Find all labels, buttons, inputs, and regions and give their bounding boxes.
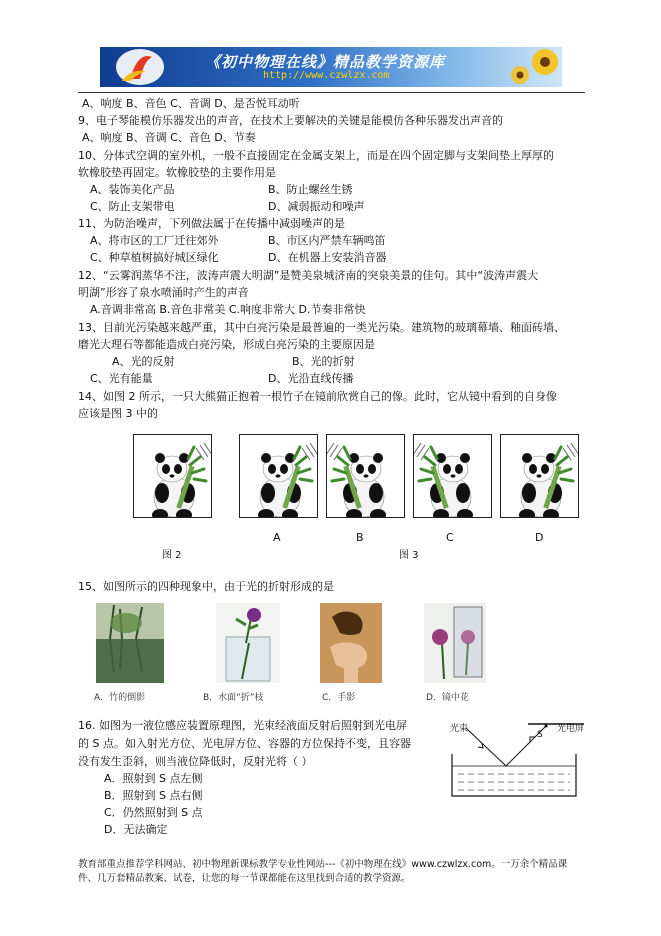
footer-line-2: 件、几万套精品教案、试卷，让您的每一节课都能在这里找到合适的教学资源。: [78, 873, 411, 884]
q16-option-b: B．照射到 S 点右侧: [104, 789, 203, 802]
q13-option-a: A、光的反射: [112, 355, 175, 368]
footer-line-1: 教育部重点推荐学科网站、初中物理新课标教学专业性网站---《初中物理在线》www.czwlzx.com。一万余个精品课: [78, 859, 568, 870]
panda-image-c: [414, 435, 491, 517]
q10-stem-1: 10、分体式空调的室外机，一般不直接固定在金属支架上，而是在四个固定脚与支架间垫上厚厚的: [78, 149, 554, 162]
q9-options: A、响度 B、音调 C、音色 D、节奏: [82, 131, 256, 144]
q14-stem-2: 应该是图 3 中的: [78, 407, 158, 420]
figure-3-option-c-panel: [413, 434, 492, 518]
option-d-label: D: [535, 531, 544, 544]
site-title: 《初中物理在线》精品教学资源库: [205, 53, 446, 71]
q16-stem-3: 没有发生歪斜，则当液位降低时，反射光将（ ）: [78, 755, 313, 768]
figure-3-option-d-panel: [500, 434, 579, 518]
photo-bamboo-reflection: [96, 603, 164, 683]
q10-option-c: C、防止支架带电: [90, 200, 175, 213]
incident-beam: [466, 728, 506, 766]
q11-option-c: C、种草植树搞好城区绿化: [90, 251, 219, 264]
q12-stem-2: 明湖”形容了泉水喷涌时产生的声音: [78, 286, 249, 299]
photo-d-caption: D．镜中花: [426, 693, 469, 703]
figure-2-panel: [133, 434, 212, 518]
option-a-label: A: [273, 531, 281, 544]
header-rule: [78, 92, 585, 93]
q16-stem-1: 16. 如图为一液位感应装置原理图，光束经液面反射后照射到光电屏: [78, 719, 407, 732]
q12-options: A.音调非常高 B.音色非常美 C.响度非常大 D.节奏非常快: [90, 303, 366, 316]
site-url: http://www.czwlzx.com: [263, 70, 390, 81]
screen-label: 光电屏: [557, 724, 585, 734]
q13-option-c: C、光有能量: [90, 372, 153, 385]
q13-stem-1: 13、目前光污染越来越严重，其中白亮污染是最普遍的一类光污染。建筑物的玻璃幕墙、釉面砖墙、: [78, 321, 565, 334]
panda-image-b: [327, 435, 404, 517]
photo-b-caption: B．水面“折”枝: [203, 693, 264, 703]
q16-stem-2: 的 S 点。如入射光方位、光电屏方位、容器的方位保持不变，且容器: [78, 737, 411, 750]
q11-option-b: B、市区内严禁车辆鸣笛: [268, 234, 386, 247]
q16-option-c: C．仍然照射到 S 点: [104, 806, 203, 819]
q10-stem-2: 软橡胶垫再固定。软橡胶垫的主要作用是: [78, 166, 276, 179]
point-s-label: S: [537, 730, 543, 740]
beam-label: 光束: [450, 724, 469, 734]
q13-option-b: B、光的折射: [292, 355, 355, 368]
header-banner: [100, 47, 562, 87]
q16-option-d: D．无法确定: [104, 823, 168, 836]
q16-option-a: A．照射到 S 点左侧: [104, 772, 203, 785]
q12-stem-1: 12、“云雾润蒸华不注，波涛声震大明湖”是赞美泉城济南的突泉美景的佳句。其中“波涛声震大: [78, 269, 539, 282]
photo-mirror-flower: [424, 603, 486, 683]
q10-option-a: A、装饰美化产品: [90, 183, 175, 196]
q11-option-d: D、在机器上安装消音器: [268, 251, 387, 264]
figure-3-caption: 图 3: [399, 550, 419, 561]
figure-2-caption: 图 2: [162, 550, 182, 561]
photo-hand-shadow: [320, 603, 382, 683]
q13-option-d: D、光沿直线传播: [268, 372, 354, 385]
figure-3-option-b-panel: [326, 434, 405, 518]
q15-stem: 15、如图所示的四种现象中，由于光的折射形成的是: [78, 580, 334, 593]
panda-image-d: [501, 435, 578, 517]
q11-stem: 11、为防治噪声，下列做法属于在传播中减弱噪声的是: [78, 217, 345, 230]
option-c-label: C: [446, 531, 454, 544]
panda-image: [134, 435, 211, 517]
figure-3-option-a-panel: [239, 434, 318, 518]
option-b-label: B: [356, 531, 364, 544]
q9-stem: 9、电子琴能模仿乐器发出的声音，在技术上要解决的关键是能模仿各种乐器发出声音的: [78, 114, 503, 127]
q10-option-d: D、减弱振动和噪声: [268, 200, 365, 213]
photo-a-caption: A．竹的倒影: [94, 693, 146, 703]
photo-bent-branch: [216, 603, 280, 683]
q11-option-a: A、将市区的工厂迁往郊外: [90, 234, 219, 247]
q10-option-b: B、防止螺丝生锈: [268, 183, 353, 196]
photo-c-caption: C．手影: [322, 693, 356, 703]
q14-stem-1: 14、如图 2 所示，一只大熊猫正抱着一根竹子在镜前欣赏自己的像。此时，它从镜中看到的自身像: [78, 390, 557, 403]
q8-options: A、响度 B、音色 C、音调 D、是否悦耳动听: [82, 97, 300, 110]
q13-stem-2: 磨光大理石等都能造成白亮污染，形成白亮污染的主要原因是: [78, 338, 375, 351]
panda-image-a: [240, 435, 317, 517]
